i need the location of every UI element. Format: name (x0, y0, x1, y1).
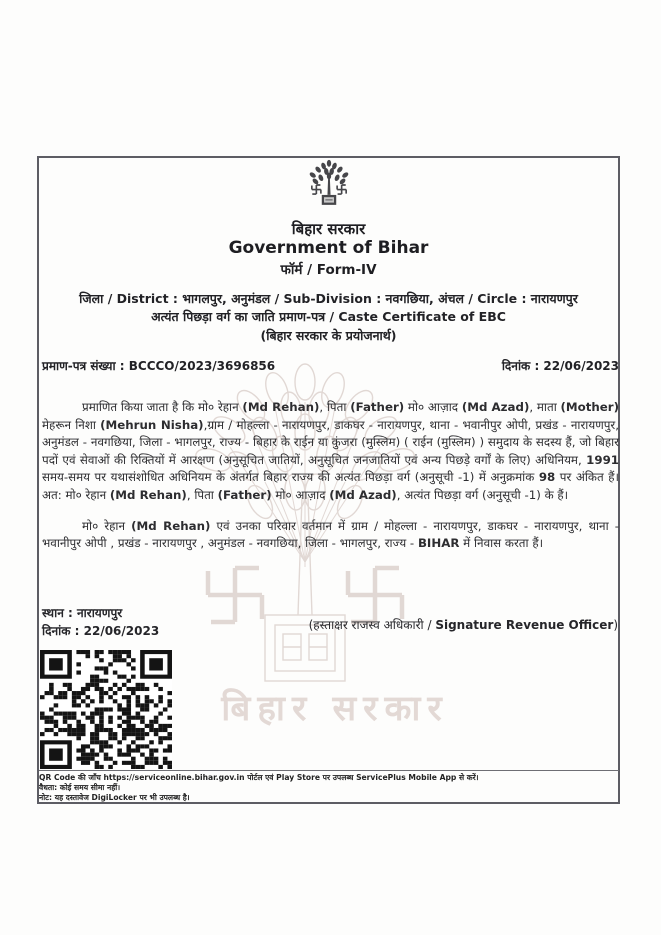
footer-validity-note: वैधता: कोई समय सीमा नहीं। (39, 783, 121, 792)
certificate-meta-row (42, 357, 619, 374)
date-line: दिनांक : 22/06/2023 (42, 624, 160, 638)
footer-qr-note: QR Code की जाँच https://serviceonline.bihar.gov.in पोर्टल एवं Play Store पर उपलब्ध ServicePlus Mobile App से करें। (39, 773, 479, 782)
certificate-body (42, 399, 619, 566)
certificate-number: प्रमाण-पत्र संख्या : BCCCO/2023/3696856 (42, 359, 276, 373)
place-line: स्थान : नारायणपुर (42, 606, 123, 620)
certificate-paragraph-1: प्रमाणित किया जाता है कि मो० रेहान (Md Rehan), पिता (Father) मो० आज़ाद (Md Azad), माता (Mother) मेहरून निशा (Mehrun Nisha),ग्राम / मोहल्ला - नारायणपुर, डाकघर - नारायणपुर, थाना - भवानीपुर ओपी, प्रखंड - नारायणपुर, अनुमंडल - नवगछिया, जिला - भागलपुर, राज्य - बिहार के राईन या कुंजरा (मुस्लिम) ( राईन (मुस्लिम) ) समुदाय के सदस्य हैं, जो बिहार पदों एवं सेवाओं की रिक्तियों में आरक्षण (अनुसूचित जातियों, अनुसूचित जनजातियों एवं अन्य पिछड़े वर्गों के लिए) अधिनियम, 1991 समय-समय पर यथासंशोधित अधिनियम के अंतर्गत बिहार राज्य की अत्यंत पिछड़ा वर्ग (अनुसूची -1) में अनुक्रमांक 98 पर अंकित हैं। अत: मो० रेहान (Md Rehan), पिता (Father) मो० आज़ाद (Md Azad), अत्यंत पिछड़ा वर्ग (अनुसूची -1) के हैं। (42, 400, 620, 502)
purpose-line: (बिहार सरकार के प्रयोजनार्थ) (260, 328, 397, 343)
district-subdivision-circle-line: जिला / District : भागलपुर, अनुमंडल / Sub-Division : नवगछिया, अंचल / Circle : नारायणपुर (79, 291, 578, 306)
qr-code (40, 650, 172, 769)
government-name-hindi: बिहार सरकार (291, 220, 366, 238)
government-name-english: Government of Bihar (228, 238, 429, 258)
issue-date: दिनांक : 22/06/2023 (501, 359, 619, 373)
form-number: फॉर्म / Form-IV (280, 262, 377, 278)
signature-line: (हस्ताक्षर राजस्व अधिकारी / Signature Revenue Officer) (308, 618, 618, 632)
certificate-paragraph-2: मो० रेहान (Md Rehan) एवं उनका परिवार वर्तमान में ग्राम / मोहल्ला - नारायणपुर, डाकघर - नारायणपुर, थाना - भवानीपुर ओपी , प्रखंड - नारायणपुर , अनुमंडल - नवगछिया, जिला - भागलपुर, राज्य - BIHAR में निवास करता हैं। (42, 518, 619, 551)
footer-notes (39, 770, 619, 803)
watermark-text: बिहार सरकार (221, 689, 449, 729)
place-date-block (42, 604, 159, 640)
certificate-title: अत्यंत पिछड़ा वर्ग का जाति प्रमाण-पत्र / Caste Certificate of EBC (151, 309, 506, 324)
footer-digilocker-note: नोट: यह दस्तावेज DigiLocker पर भी उपलब्ध है। (39, 793, 190, 802)
bihar-emblem-logo (301, 157, 357, 213)
